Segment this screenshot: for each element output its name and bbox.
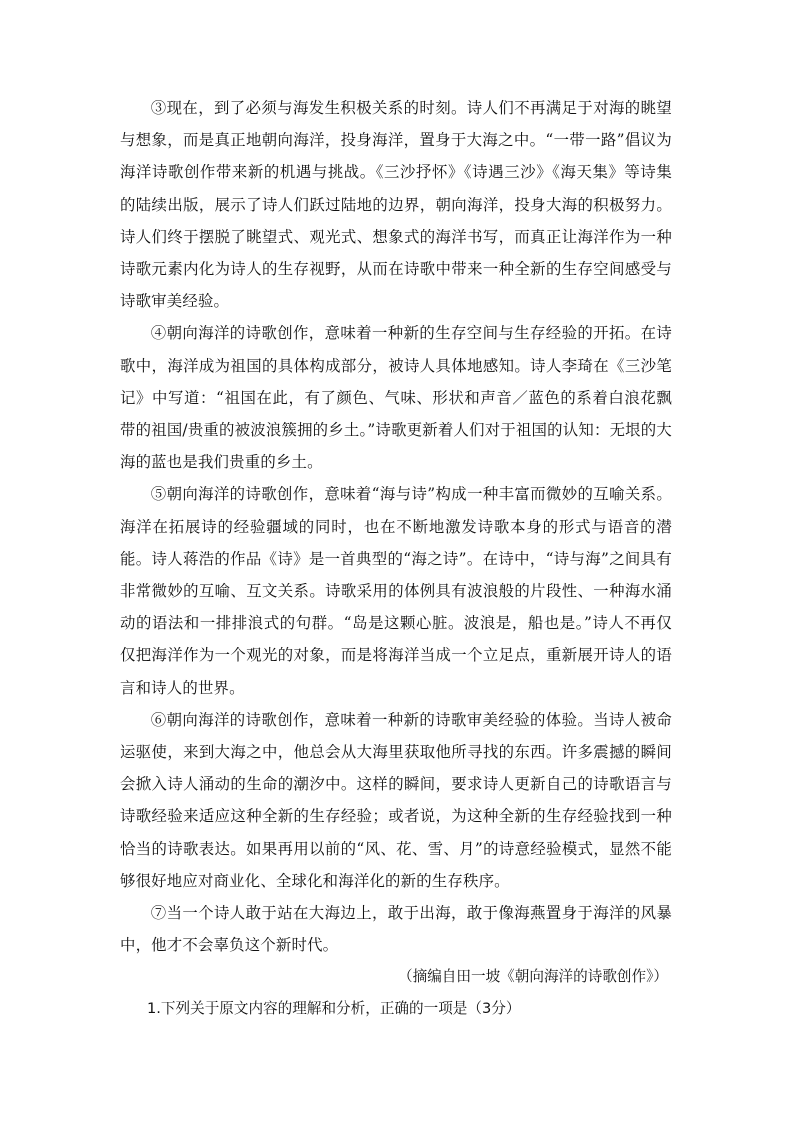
article-paragraph-3: ③现在，到了必须与海发生积极关系的时刻。诗人们不再满足于对海的眺望与想象，而是真正地朝向海洋，投身海洋，置身于大海之中。“一带一路”倡议为海洋诗歌创作带来新的机遇与挑战。《三沙抒怀》《诗遇三沙》《海天集》等诗集的陆续出版，展示了诗人们跃过陆地的边界，朝向海洋，投身大海的积极努力。诗人们终于摆脱了眺望式、观光式、想象式的海洋书写，而真正让海洋作为一种诗歌元素内化为诗人的生存视野，从而在诗歌中带来一种全新的生存空间感受与诗歌审美经验。 (120, 99, 672, 311)
article-source: （摘编自田一坡《朝向海洋的诗歌创作》） (398, 968, 668, 986)
article-paragraph-4: ④朝向海洋的诗歌创作，意味着一种新的生存空间与生存经验的开拓。在诗歌中，海洋成为祖国的具体构成部分，被诗人具体地感知。诗人李琦在《三沙笔记》中写道：“祖国在此，有了颜色、气味、形状和声音／蓝色的系着白浪花飘带的祖国/贵重的被波浪簇拥的乡土。”诗歌更新着人们对于祖国的认知：无垠的大海的蓝也是我们贵重的乡土。 (120, 324, 672, 472)
article-paragraph-7: ⑦当一个诗人敢于站在大海边上，敢于出海，敢于像海燕置身于海洋的风暴中，他才不会辜负这个新时代。 (120, 904, 672, 955)
question-1-stem: 1.下列关于原文内容的理解和分析，正确的一项是（3分） (147, 1000, 521, 1018)
article-paragraph-5: ⑤朝向海洋的诗歌创作，意味着“海与诗”构成一种丰富而微妙的互喻关系。海洋在拓展诗的经验疆域的同时，也在不断地激发诗歌本身的形式与语音的潜能。诗人蒋浩的作品《诗》是一首典型的“海之诗”。在诗中，“诗与海”之间具有非常微妙的互喻、互文关系。诗歌采用的体例具有波浪般的片段性、一种海水涌动的语法和一排排浪式的句群。“岛是这颗心脏。波浪是，船也是。”诗人不再仅仅把海洋作为一个观光的对象，而是将海洋当成一个立足点，重新展开诗人的语言和诗人的世界。 (120, 485, 672, 697)
article-body (120, 92, 672, 1024)
article-paragraph-6: ⑥朝向海洋的诗歌创作，意味着一种新的诗歌审美经验的体验。当诗人被命运驱使，来到大海之中，他总会从大海里获取他所寻找的东西。许多震撼的瞬间会掀入诗人涌动的生命的潮汐中。这样的瞬间，要求诗人更新自己的诗歌语言与诗歌经验来适应这种全新的生存经验；或者说，为这种全新的生存经验找到一种恰当的诗歌表达。如果再用以前的“风、花、雪、月”的诗意经验模式，显然不能够很好地应对商业化、全球化和海洋化的新的生存秩序。 (120, 710, 672, 890)
